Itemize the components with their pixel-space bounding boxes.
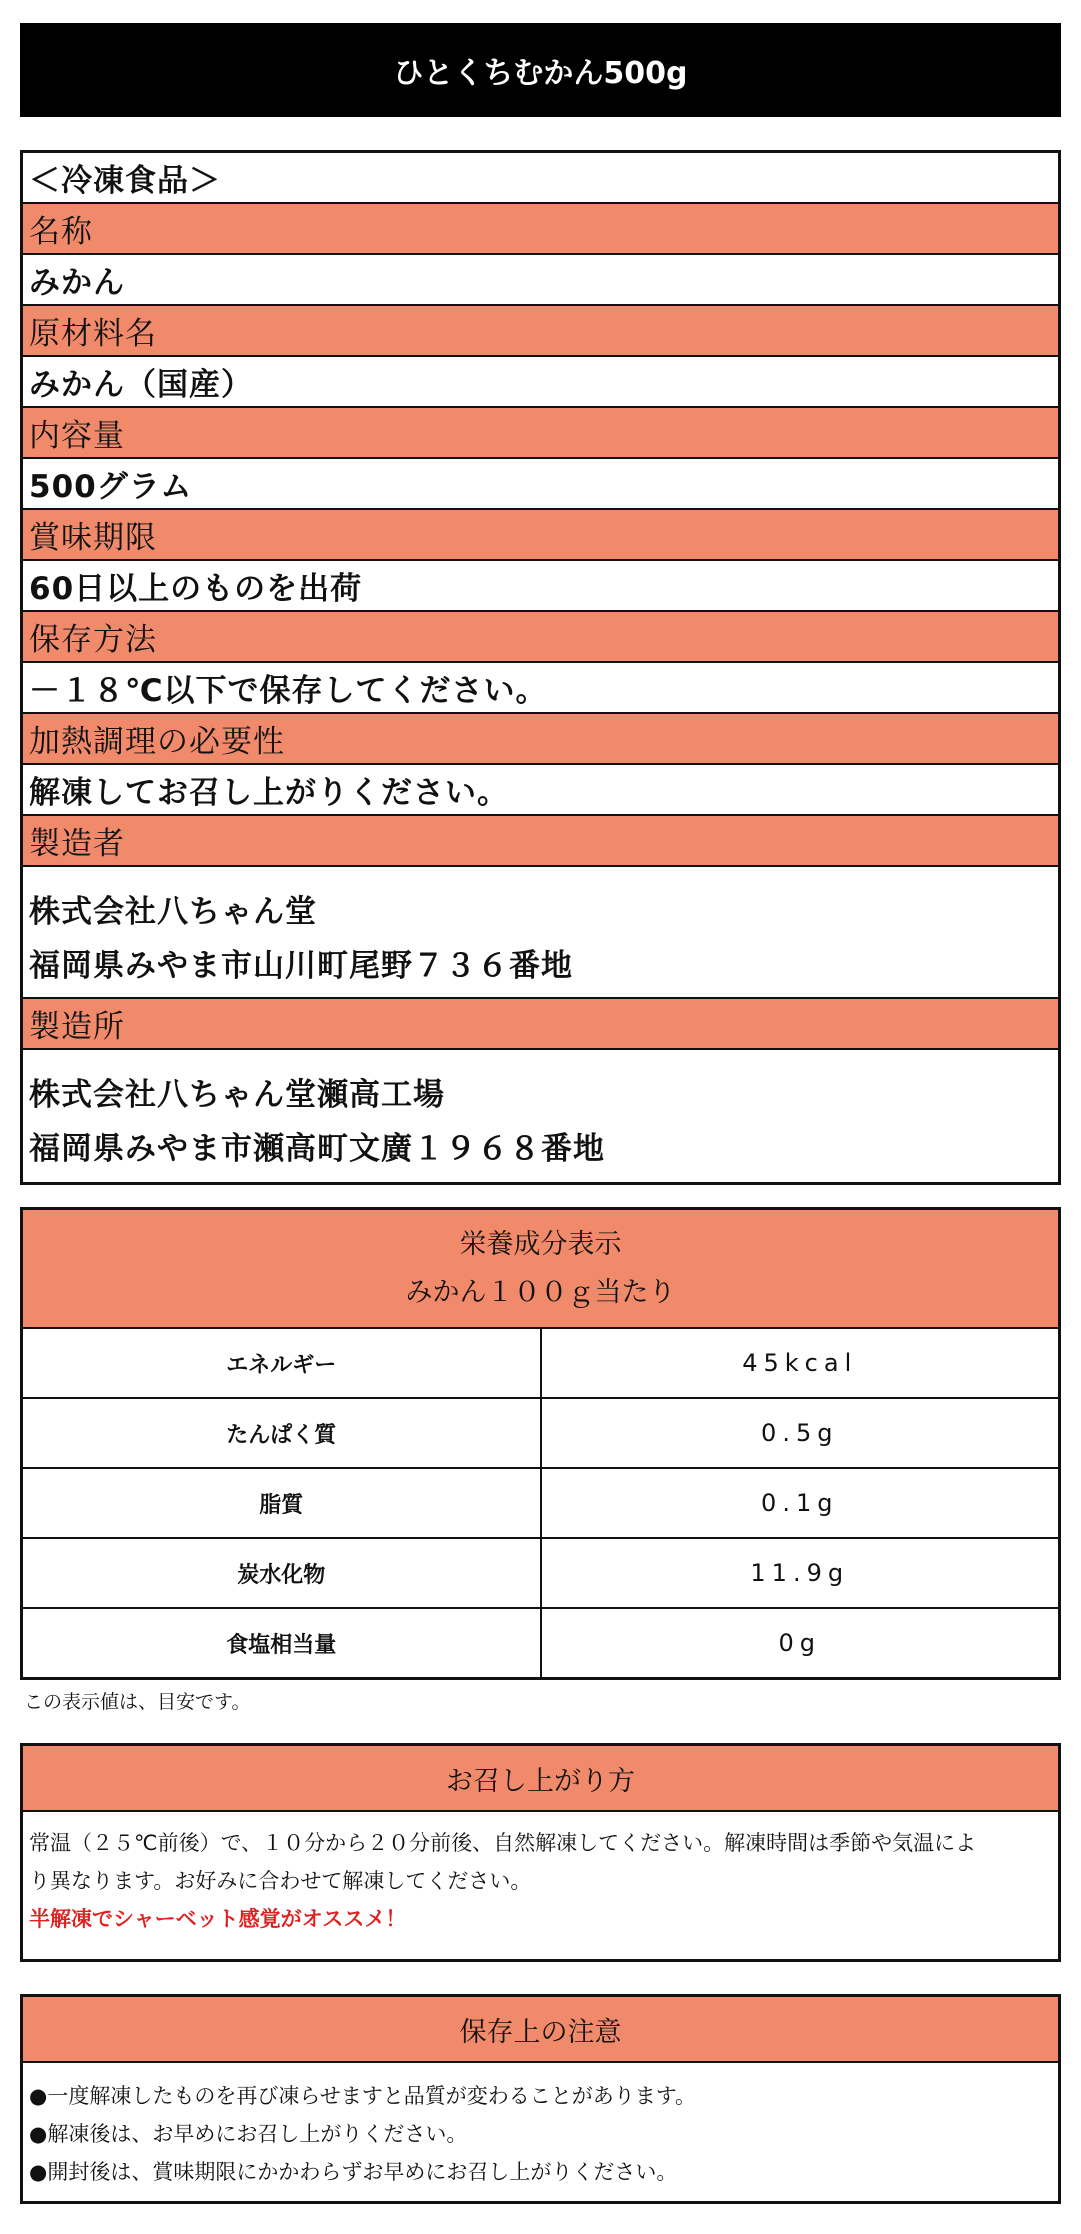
how-to-eat-body — [23, 1812, 1058, 1952]
list-item: ●解凍後は、お早めにお召し上がりください。 — [29, 2122, 468, 2146]
product-title: ひとくちむかん500g — [20, 23, 1061, 117]
nutrient-value: 11.9g — [750, 1559, 850, 1587]
storage-value: －１８℃以下で保存してください。 — [23, 663, 1058, 714]
how-to-eat-highlight: 半解凍でシャーベット感覚がオススメ！ — [29, 1907, 407, 1931]
maker-name: 株式会社八ちゃん堂 — [29, 894, 317, 930]
storage-caution-section — [20, 1994, 1061, 2204]
nutrient-value: 45kcal — [742, 1349, 858, 1377]
table-row — [23, 1609, 1058, 1677]
nutrient-name: 炭水化物 — [23, 1539, 542, 1607]
nutrient-value: 0g — [778, 1629, 821, 1657]
nutrient-name: たんぱく質 — [23, 1399, 542, 1467]
list-item: ●開封後は、賞味期限にかかわらずお早めにお召し上がりください。 — [29, 2160, 678, 2184]
table-row — [23, 1399, 1058, 1469]
factory-details — [23, 1050, 1058, 1182]
product-info-table — [20, 150, 1061, 1185]
factory-address: 福岡県みやま市瀬高町文廣１９６８番地 — [29, 1131, 605, 1167]
maker-details — [23, 867, 1058, 999]
how-to-eat-line: り異なります。お好みに合わせて解凍してください。 — [29, 1869, 532, 1893]
how-to-eat-title: お召し上がり方 — [23, 1746, 1058, 1812]
name-label: 名称 — [23, 204, 1058, 255]
maker-label: 製造者 — [23, 816, 1058, 867]
nutrient-value: 0.5g — [761, 1419, 839, 1447]
factory-label: 製造所 — [23, 999, 1058, 1050]
storage-label: 保存方法 — [23, 612, 1058, 663]
nutrient-name: 脂質 — [23, 1469, 542, 1537]
nutrition-title: 栄養成分表示 — [459, 1228, 622, 1260]
nutrient-name: 食塩相当量 — [23, 1609, 542, 1677]
nutrient-name: エネルギー — [23, 1329, 542, 1397]
heating-value: 解凍してお召し上がりください。 — [23, 765, 1058, 816]
maker-address: 福岡県みやま市山川町尾野７３６番地 — [29, 948, 573, 984]
factory-name: 株式会社八ちゃん堂瀬高工場 — [29, 1077, 445, 1113]
how-to-eat-section — [20, 1743, 1061, 1962]
storage-caution-body — [23, 2063, 1058, 2205]
nutrition-table — [20, 1207, 1061, 1680]
content-value: 500グラム — [23, 459, 1058, 510]
table-row — [23, 1329, 1058, 1399]
nutrition-subtitle: みかん１００ｇ当たり — [405, 1276, 676, 1308]
name-value: みかん — [23, 255, 1058, 306]
how-to-eat-line: 常温（２５℃前後）で、１０分から２０分前後、自然解凍してください。解凍時間は季節や気温によ — [29, 1831, 977, 1855]
nutrition-header — [23, 1210, 1058, 1329]
nutrient-value: 0.1g — [761, 1489, 839, 1517]
nutrition-note: この表示値は、目安です。 — [24, 1691, 251, 1713]
table-row — [23, 1539, 1058, 1609]
list-item: ●一度解凍したものを再び凍らせますと品質が変わることがあります。 — [29, 2084, 697, 2108]
ingredients-label: 原材料名 — [23, 306, 1058, 357]
expiry-label: 賞味期限 — [23, 510, 1058, 561]
content-label: 内容量 — [23, 408, 1058, 459]
ingredients-value: みかん（国産） — [23, 357, 1058, 408]
storage-caution-title: 保存上の注意 — [23, 1997, 1058, 2063]
category-label: ＜冷凍食品＞ — [23, 153, 1058, 204]
heating-label: 加熱調理の必要性 — [23, 714, 1058, 765]
expiry-value: 60日以上のものを出荷 — [23, 561, 1058, 612]
table-row — [23, 1469, 1058, 1539]
